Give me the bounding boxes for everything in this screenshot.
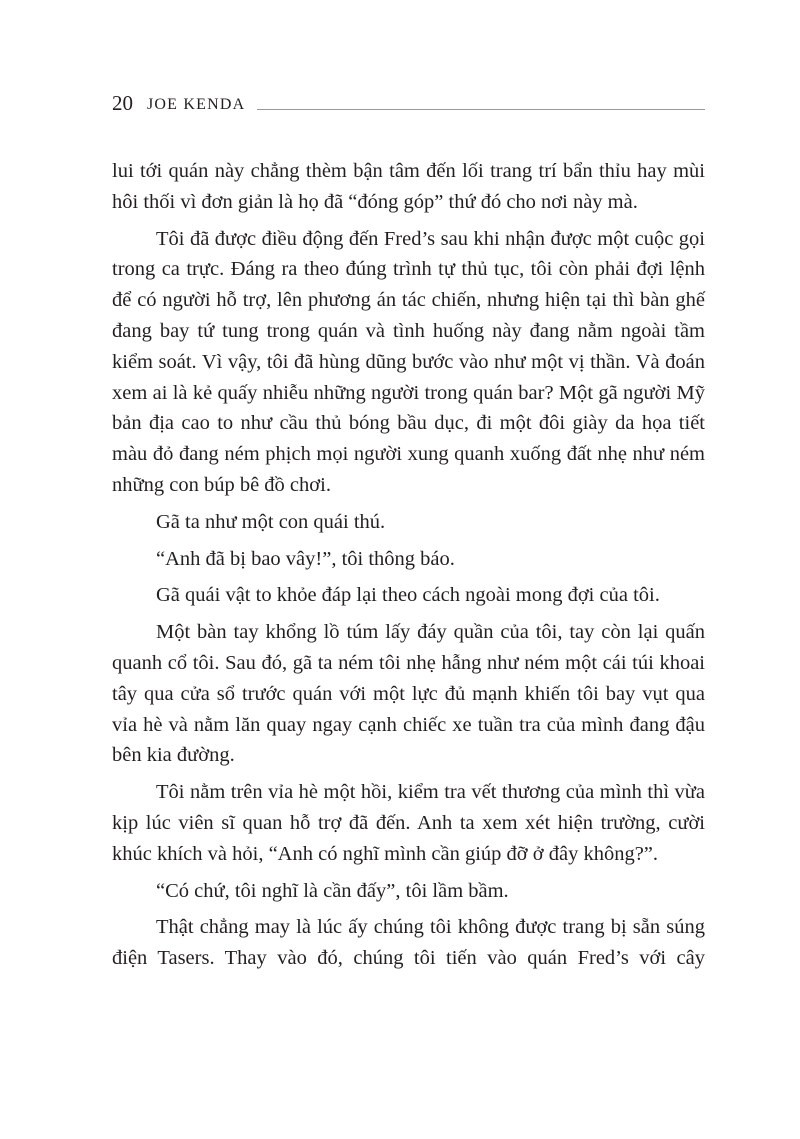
running-head-author: JOE KENDA	[147, 96, 246, 113]
running-head	[112, 90, 705, 114]
paragraph: Tôi đã được điều động đến Fred’s sau khi nhận được một cuộc gọi trong ca trực. Đáng ra theo đúng trình tự thủ tục, tôi còn phải đợi lệnh để có người hỗ trợ, lên phương án tác chiến, nhưng hiện tại thì bàn ghế đang bay tứ tung trong quán và tình huống này đang nằm ngoài tầm kiểm soát. Vì vậy, tôi đã hùng dũng bước vào như một vị thần. Và đoán xem ai là kẻ quấy nhiễu những người trong quán bar? Một gã người Mỹ bản địa cao to như cầu thủ bóng bầu dục, đi một đôi giày da họa tiết màu đỏ đang ném phịch mọi người xung quanh xuống đất nhẹ như ném những con búp bê đồ chơi.	[112, 227, 705, 496]
paragraph: Gã quái vật to khỏe đáp lại theo cách ngoài mong đợi của tôi.	[156, 584, 660, 607]
paragraph: “Có chứ, tôi nghĩ là cần đấy”, tôi lầm bầm.	[156, 879, 509, 902]
paragraph: Gã ta như một con quái thú.	[156, 510, 386, 533]
paragraph-continuation: lui tới quán này chẳng thèm bận tâm đến lối trang trí bẩn thỉu hay mùi hôi thối vì đơn giản là họ đã “đóng góp” thứ đó cho nơi này mà.	[112, 160, 705, 213]
body-text	[112, 156, 705, 980]
paragraph: Tôi nằm trên vỉa hè một hồi, kiểm tra vết thương của mình thì vừa kịp lúc viên sĩ quan hỗ trợ đã đến. Anh ta xem xét hiện trường, cười khúc khích và hỏi, “Anh có nghĩ mình cần giúp đỡ ở đây không?”.	[112, 781, 705, 865]
header-rule	[257, 109, 705, 110]
paragraph: “Anh đã bị bao vây!”, tôi thông báo.	[156, 547, 455, 570]
page-number: 20	[112, 91, 133, 115]
paragraph: Một bàn tay khổng lồ túm lấy đáy quần của tôi, tay còn lại quấn quanh cổ tôi. Sau đó, gã ta ném tôi nhẹ hẫng như ném một cái túi khoai tây qua cửa sổ trước quán với một lực đủ mạnh khiến tôi bay vụt qua vỉa hè và nằm lăn quay ngay cạnh chiếc xe tuần tra của mình đang đậu bên kia đường.	[112, 621, 705, 767]
paragraph-continues: Thật chẳng may là lúc ấy chúng tôi không được trang bị sẵn súng điện Tasers. Thay vào đó, chúng tôi tiến vào quán Fred’s với cây	[112, 916, 705, 970]
